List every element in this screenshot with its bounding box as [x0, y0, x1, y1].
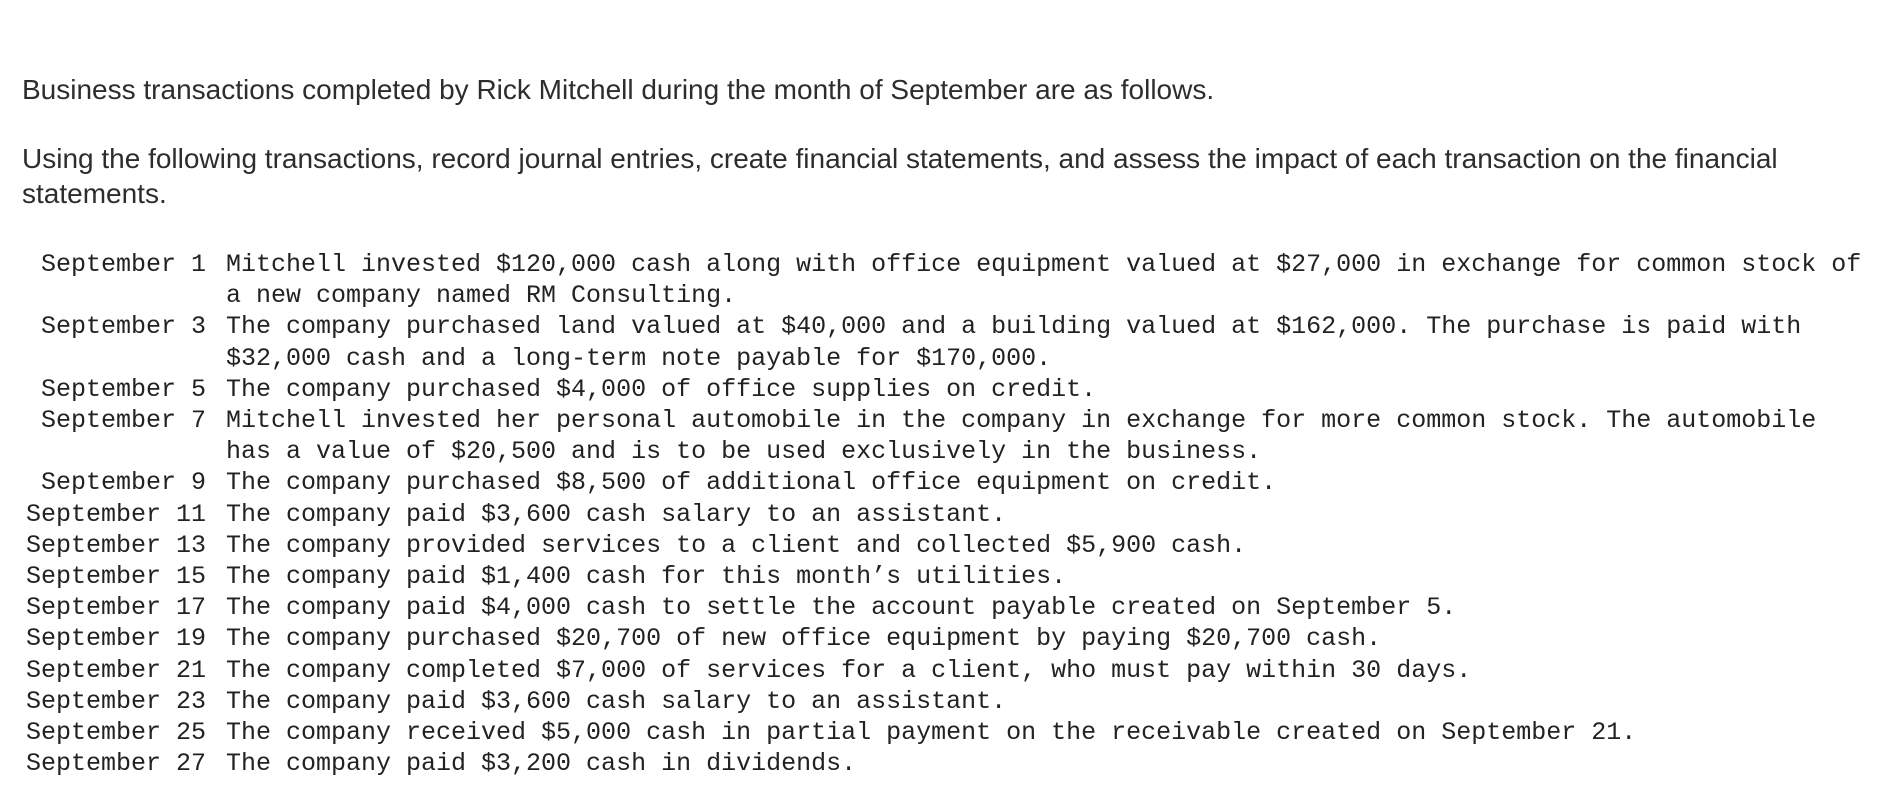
instructions-paragraph: Using the following transactions, record journal entries, create financial statements, and assess the impact of each transaction on the financial statements. — [22, 143, 1778, 209]
transaction-description: The company purchased land valued at $40,000 and a building valued at $162,000. The purchase is paid with $32,000 cash and a long-term note payable for $170,000. — [226, 312, 1802, 373]
transaction-description: Mitchell invested her personal automobile in the company in exchange for more common stock. The automobile has a value of $20,500 and is to be used exclusively in the business. — [226, 406, 1817, 467]
transaction-date: September 23 — [25, 686, 206, 716]
transaction-date: September 5 — [40, 374, 206, 404]
transaction-row — [22, 592, 1862, 623]
transaction-date: September 11 — [25, 499, 206, 529]
transaction-row — [22, 655, 1862, 686]
transaction-date: September 17 — [25, 593, 206, 623]
transaction-date: September 27 — [25, 749, 206, 779]
transaction-row — [22, 499, 1862, 530]
transaction-description: The company provided services to a client and collected $5,900 cash. — [226, 530, 1247, 560]
transaction-date: September 25 — [25, 718, 206, 748]
transaction-date: September 7 — [40, 406, 206, 436]
transaction-description: The company purchased $20,700 of new office equipment by paying $20,700 cash. — [226, 624, 1382, 654]
transaction-row — [22, 717, 1862, 748]
transaction-row — [22, 249, 1862, 311]
transaction-description: The company paid $1,400 cash for this month’s utilities. — [226, 562, 1067, 592]
transaction-description: The company received $5,000 cash in partial payment on the receivable created on September 21. — [226, 718, 1637, 748]
transaction-row — [22, 405, 1862, 467]
transaction-description: The company completed $7,000 of services for a client, who must pay within 30 days. — [226, 655, 1472, 685]
transaction-description: The company paid $3,200 cash in dividends. — [226, 749, 857, 779]
transaction-date: September 15 — [25, 562, 206, 592]
transaction-date: September 19 — [25, 624, 206, 654]
transaction-date: September 13 — [25, 530, 206, 560]
transaction-description: The company paid $4,000 cash to settle the account payable created on September 5. — [226, 593, 1457, 623]
transaction-date: September 3 — [40, 312, 206, 342]
transaction-row — [22, 374, 1862, 405]
transaction-row — [22, 686, 1862, 717]
transactions-body — [22, 249, 1862, 779]
transaction-row — [22, 530, 1862, 561]
transactions-table — [22, 249, 1862, 779]
transaction-row — [22, 467, 1862, 498]
transaction-description: The company paid $3,600 cash salary to an assistant. — [226, 499, 1007, 529]
transaction-date: September 9 — [40, 468, 206, 498]
transaction-description: The company purchased $4,000 of office supplies on credit. — [226, 374, 1097, 404]
intro-paragraph: Business transactions completed by Rick Mitchell during the month of September are as follows. — [22, 74, 1215, 105]
transaction-row — [22, 623, 1862, 654]
transaction-row — [22, 561, 1862, 592]
transaction-description: The company purchased $8,500 of additional office equipment on credit. — [226, 468, 1277, 498]
transaction-description: Mitchell invested $120,000 cash along with office equipment valued at $27,000 in exchange for common stock of a new company named RM Consulting. — [226, 250, 1862, 311]
transaction-row — [22, 748, 1862, 779]
transaction-row — [22, 311, 1862, 373]
transaction-date: September 1 — [40, 250, 206, 279]
transaction-date: September 21 — [25, 655, 206, 685]
transaction-description: The company paid $3,600 cash salary to an assistant. — [226, 686, 1007, 716]
